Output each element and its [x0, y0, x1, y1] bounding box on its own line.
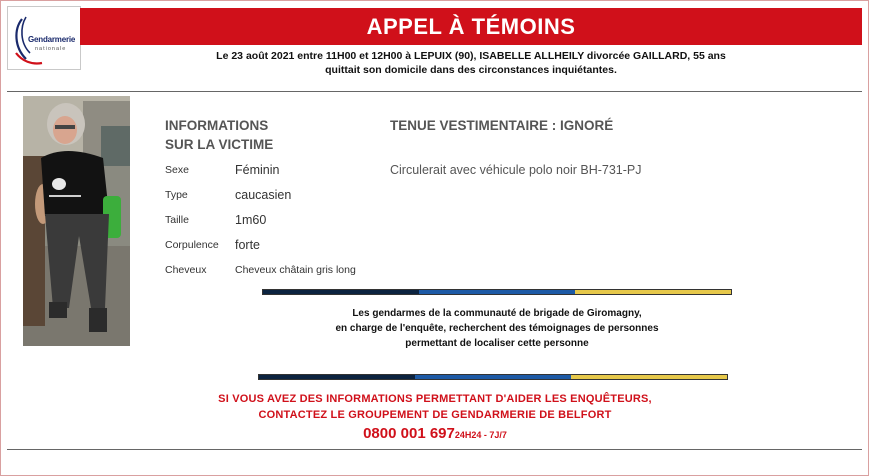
victim-info-heading-line-2: SUR LA VICTIME — [165, 137, 274, 152]
investigation-text — [262, 306, 732, 351]
row-value-type: caucasien — [235, 188, 292, 202]
logo-text-gendarmerie: Gendarmerie — [28, 35, 76, 44]
contact-line-1: SI VOUS AVEZ DES INFORMATIONS PERMETTANT D'AIDER LES ENQUÊTEURS, — [218, 393, 652, 405]
intro-line-1: Le 23 août 2021 entre 11H00 et 12H00 à LEPUIX (90), ISABELLE ALLHEILY divorcée GAILLARD, 55 ans — [216, 50, 726, 62]
phone-contact — [150, 425, 720, 443]
row-value-cheveux: Cheveux châtain gris long — [235, 264, 356, 276]
intro-line-2: quittait son domicile dans des circonstances inquiétantes. — [325, 64, 617, 76]
logo-text-nationale: nationale — [35, 46, 67, 52]
victim-info-heading — [165, 116, 273, 154]
tricolor-stripe-lower — [258, 374, 728, 380]
row-label-taille: Taille — [165, 214, 189, 226]
victim-photo — [23, 96, 130, 346]
phone-number[interactable]: 0800 001 697 — [363, 425, 455, 442]
row-value-corpulence: forte — [235, 238, 261, 252]
gendarmerie-logo — [7, 6, 81, 70]
row-label-corpulence: Corpulence — [165, 239, 219, 251]
clothing-heading: TENUE VESTIMENTAIRE : IGNORÉ — [390, 118, 614, 133]
page-title: APPEL À TÉMOINS — [80, 8, 862, 45]
tricolor-stripe-upper — [262, 289, 732, 295]
victim-info-heading-line-1: INFORMATIONS — [165, 118, 269, 133]
contact-line-2: CONTACTEZ LE GROUPEMENT DE GENDARMERIE DE BELFORT — [258, 409, 612, 421]
row-value-sexe: Féminin — [235, 163, 280, 177]
divider-top — [7, 91, 862, 92]
phone-hours: 24H24 - 7J/7 — [454, 430, 507, 440]
divider-bottom — [7, 449, 862, 450]
investigation-line-1: Les gendarmes de la communauté de brigade de Giromagny, — [352, 308, 642, 319]
row-label-type: Type — [165, 189, 188, 201]
investigation-line-2: en charge de l'enquête, recherchent des témoignages de personnes — [335, 323, 659, 334]
row-value-taille: 1m60 — [235, 213, 267, 227]
intro-text — [80, 49, 862, 77]
vehicle-info: Circulerait avec véhicule polo noir BH-731-PJ — [390, 163, 642, 177]
row-label-cheveux: Cheveux — [165, 264, 207, 276]
investigation-line-3: permettant de localiser cette personne — [405, 338, 589, 349]
contact-text — [150, 391, 720, 423]
row-label-sexe: Sexe — [165, 164, 189, 176]
